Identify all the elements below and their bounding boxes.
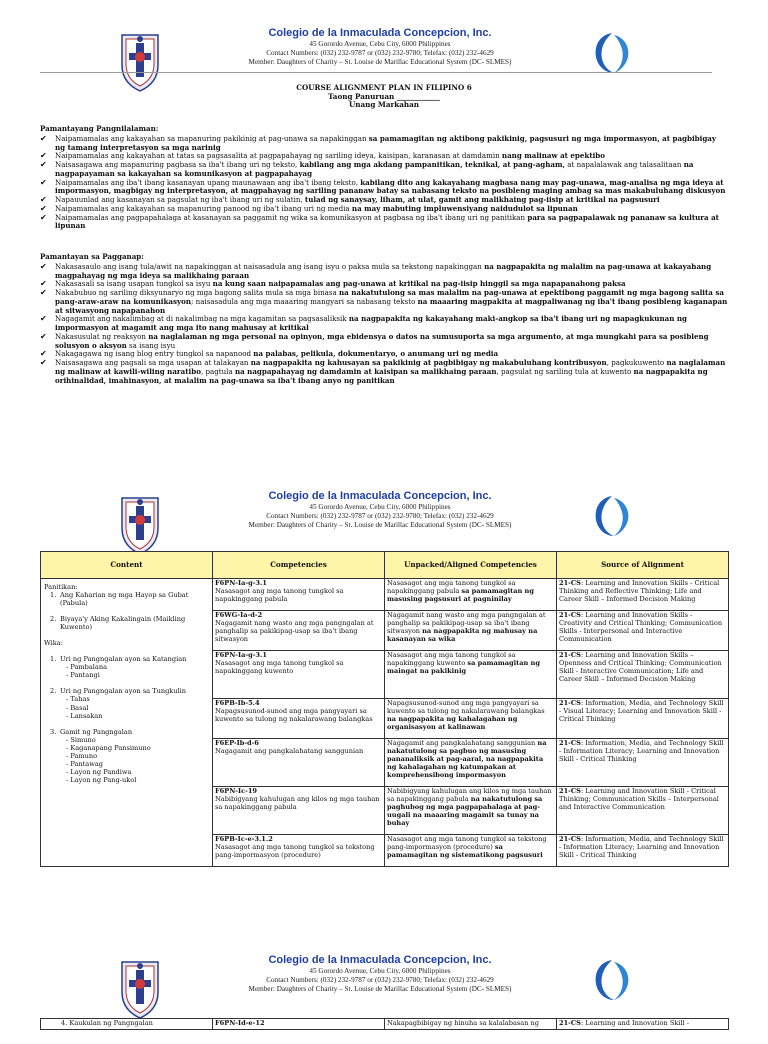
membership: Member: Daughters of Charity – St. Louise de Marillac Educational System (DC- SLMES) xyxy=(248,521,512,529)
checkmark-icon: ✔ xyxy=(40,331,47,341)
daughters-of-charity-logo-icon xyxy=(588,956,636,1002)
source-cell: 21-CS: Information, Media, and Technology Skill - Information Literacy; Learning and Innovation Skill - Critical Thinking xyxy=(557,835,729,867)
content-subitem: - Layon ng Pang-ukol xyxy=(66,775,137,784)
content-standards xyxy=(40,125,728,231)
checkmark-icon: ✔ xyxy=(40,212,47,222)
membership: Member: Daughters of Charity – St. Louise de Marillac Educational System (DC- SLMES) xyxy=(248,58,512,66)
competency-cell: F6WG-Ia-d-2 Nagagamit nang wasto ang mga pangngalan at panghalip sa pakikipag-usap sa iba't ibang sitwasyon xyxy=(213,611,385,651)
column-header-unpacked: Unpacked/Aligned Competencies xyxy=(385,552,557,579)
document-title xyxy=(0,84,768,110)
list-item: ✔ Naipamamalas ang iba't ibang kasanayan upang maunawaan ang iba't ibang teksto, kabilang dito ang kakayahang magbasa nang may pag-unawa, mag-analisa ng mga ideya at impormasyon, magbigay ng interpretasyon, at magpahayag ng sariling pananaw batay sa nabasang teksto na posibleng maging ambag sa mas makabuluhang diskusyon xyxy=(40,177,726,196)
content-item: 1. Uri ng Pangngalan ayon sa Katangian xyxy=(50,655,187,664)
list-item: ✔ Naisasagawa ang mapanuring pagbasa sa iba't ibang uri ng teksto, kabilang ang mga akdang pampanitikan, teknikal, at pang-agham, at napalalawak ang talasalitaan na nagpapayaman sa kakayahan sa komunikasyon at pagpapahayag xyxy=(40,160,694,178)
source-cell: 21-CS: Learning and Innovation Skills - Critical Thinking and Reflective Thinking; Life and Career Skill – Informed Decision Making xyxy=(557,579,729,611)
alignment-table xyxy=(40,551,729,867)
school-name: Colegio de la Inmaculada Concepcion, Inc. xyxy=(268,490,492,502)
section-heading: Pamantayang Pangnilalaman: xyxy=(40,124,159,133)
letterhead xyxy=(0,954,768,1044)
content-subitem: - Tahas xyxy=(66,695,90,704)
source-cell: 21-CS: Learning and Innovation Skills – Openness and Critical Thinking; Communication Skill - Interactive Communication; Life and Career Skill – Informed Decision Making xyxy=(557,651,729,699)
list-item: ✔ Naipamamalas ang kakayahan sa mapanuring panood ng iba't ibang uri ng media na may mabuting impluwensiyang naidudulot sa lipunan xyxy=(40,203,578,213)
checkmark-icon: ✔ xyxy=(40,314,47,324)
content-item: 2. Biyaya'y Aking Kakalingain (Maikling Kuwento) xyxy=(50,615,186,632)
contact-numbers: Contact Numbers: (032) 232-9787 or (032) 232-9780; Telefax: (032) 232-4629 xyxy=(266,49,494,57)
checkmark-icon: ✔ xyxy=(40,349,47,359)
content-subitem: - Simuno xyxy=(66,735,96,744)
source-cell: 21-CS: Learning and Innovation Skill - Critical Thinking; Communication Skills – Interpersonal and Interactive Communication xyxy=(557,787,729,835)
checkmark-icon: ✔ xyxy=(40,177,47,187)
alignment-table-continued xyxy=(40,1018,729,1030)
content-heading: Wika: xyxy=(44,639,63,648)
daughters-of-charity-logo-icon xyxy=(588,492,636,538)
content-cell xyxy=(41,579,213,867)
list-item: ✔ Nakabubuo ng sariling diksyunaryo ng mga bagong salita mula sa mga binasa na nakatutulong sa mas malalim na pag-unawa at epektibong paggamit ng mga bagong salita sa pang-araw-araw na komunikasyon; naisasadula ang mga maaaring mangyari sa nabasang teksto na maaaring magpakita at magpaliwanag ng iba't ibang posibleng kaganapan at sitwasyong napapanahon xyxy=(40,288,728,315)
unpacked-cell: Nagagamit nang wasto ang mga pangngalan at panghalip sa pakikipag-usap sa iba't ibang sitwasyon na nagpapakita ng mahusay na kasanayan sa wika xyxy=(385,611,557,651)
school-name: Colegio de la Inmaculada Concepcion, Inc. xyxy=(268,954,492,966)
checkmark-icon: ✔ xyxy=(40,195,47,204)
competency-cell: F6PN-Ic-19 Nabibigyang kahulugan ang kilos ng mga tauhan sa napakinggang pabula xyxy=(213,787,385,835)
list-item: ✔ Nakagagawa ng isang blog entry tungkol sa napanood na palabas, pelikula, dokumentaryo, o anumang uri ng media xyxy=(40,349,499,359)
checkmark-icon: ✔ xyxy=(40,203,47,213)
source-cell: 21-CS: Information, Media, and Technology Skill - Information Literacy; Learning and Innovation Skill - Critical Thinking xyxy=(557,739,729,787)
checkmark-icon: ✔ xyxy=(40,358,47,367)
school-address: 45 Gorordo Avenue, Cebu City, 6000 Philippines xyxy=(309,967,451,975)
unpacked-cell: Nasasagot ang mga tanong tungkol sa tekstong pang-impormasyon (procedure) sa pamamagitan ng sistematikong pagsusuri xyxy=(385,835,557,867)
content-subitem: - Pamuno xyxy=(66,751,98,760)
content-item: 2. Uri ng Pangngalan ayon sa Tungkulin xyxy=(50,687,186,696)
competency-cell: F6EP-Ib-d-6 Nagagamit ang pangkalahatang sanggunian xyxy=(213,739,385,787)
checkmark-icon: ✔ xyxy=(40,133,47,143)
unpacked-cell: Nasasagot ang mga tanong tungkol sa napakinggang kuwento sa pamamagitan ng maingat na pakikinig xyxy=(385,651,557,699)
school-seal-icon xyxy=(118,494,162,556)
list-item: ✔ Naipamamalas ang kakayahan sa mapanuring pakikinig at pag-unawa sa napakinggan sa pamamagitan ng aktibong pakikinig, pagsusuri ng mga impormasyon, at pagbibigay ng tamang interpretasyon sa mga narinig xyxy=(40,133,716,152)
content-item: 3. Gamit ng Pangngalan xyxy=(50,727,133,736)
unpacked-cell: Nakapagbibigay ng hinuha sa kalalabasan ng xyxy=(385,1019,557,1030)
school-address: 45 Gorordo Avenue, Cebu City, 6000 Philippines xyxy=(309,40,451,48)
checkmark-icon: ✔ xyxy=(40,279,47,289)
list-item: ✔ Nakasusulat ng reaksyon na naglalaman ng mga personal na opinyon, mga ebidensya o datos na sumusuporta sa mga argumento, at mga mungkahi para sa posibleng solusyon o aksyon sa isang isyu xyxy=(40,331,709,350)
title-line-2: Taong Panuruan ____________ xyxy=(328,91,440,101)
performance-standards xyxy=(40,253,728,385)
column-header-competencies: Competencies xyxy=(213,552,385,579)
daughters-of-charity-logo-icon xyxy=(588,29,636,75)
list-item: ✔ Naisasagawa ang pagsali sa mga usapan at talakayan na nagpapakita ng kahusayan sa pakikinig at pagbibigay ng makabuluhang kontribusyon, pagkukuwento na naglalaman ng malinaw at kawili-wiling naratibo, pagtula na nagpapahayag ng damdamin at kaisipan sa malikhaing paraan, pagsulat ng sariling tula at kuwento na nagpapakita ng orihinalidad, imahinasyon, at malalim na pag-unawa sa iba't ibang anyo ng panitikan xyxy=(40,358,726,385)
competency-cell: F6PN-Id-e-12 xyxy=(213,1019,385,1030)
content-subitem: - Pantangi xyxy=(66,671,100,680)
school-seal-icon xyxy=(118,958,162,1020)
checkmark-icon: ✔ xyxy=(40,160,47,169)
title-line-3: Unang Markahan xyxy=(348,100,420,110)
content-subitem: - Pambalana xyxy=(66,663,108,672)
content-subitem: - Pantawag xyxy=(66,759,104,768)
unpacked-cell: Nasasagot ang mga tanong tungkol sa napakinggang pabula sa pamamagitan ng masusing pagsusuri at pagninilay xyxy=(385,579,557,611)
content-heading: Panitikan: xyxy=(44,583,78,591)
list-item: ✔ Naipamamalas ang kakayahan at tatas sa pagsasalita at pagpapahayag ng sariling ideya, kaisipan, karanasan at damdamin nang malinaw at epektibo xyxy=(40,151,605,161)
competency-cell: F6PN-Ia-g-3.1 Nasasagot ang mga tanong tungkol sa napakinggang kuwento xyxy=(213,651,385,699)
checkmark-icon: ✔ xyxy=(40,151,47,161)
table-header-row xyxy=(41,552,729,579)
divider xyxy=(40,72,712,73)
content-item: 1. Ang Kaharian ng mga Hayop sa Gubat (Pabula) xyxy=(50,591,189,608)
checkmark-icon: ✔ xyxy=(40,288,47,297)
competency-cell: F6PB-Ib-5.4 Napagsusunod-sunod ang mga pangyayari sa kuwento sa tulong ng nakalarawang balangkas xyxy=(213,699,385,739)
membership: Member: Daughters of Charity – St. Louise de Marillac Educational System (DC- SLMES) xyxy=(248,985,512,993)
checkmark-icon: ✔ xyxy=(40,261,47,271)
competency-cell: F6PN-Ia-g-3.1 Nasasagot ang mga tanong tungkol sa napakinggang pabula xyxy=(213,579,385,611)
list-item: ✔ Napauunlad ang kasanayan sa pagsulat ng iba't ibang uri ng sulatin, tulad ng sanaysay, liham, at ulat, gamit ang malikhaing pag-iisip at kritikal na pagsusuri xyxy=(40,195,660,204)
contact-numbers: Contact Numbers: (032) 232-9787 or (032) 232-9780; Telefax: (032) 232-4629 xyxy=(266,512,494,520)
content-subitem: - Basal xyxy=(66,703,89,712)
school-address: 45 Gorordo Avenue, Cebu City, 6000 Philippines xyxy=(309,503,451,511)
list-item: ✔ Nakasasali sa isang usapan tungkol sa isyu na kung saan naipapamalas ang pag-unawa at kritikal na pag-iisip hinggil sa mga napapanahong paksa xyxy=(40,279,626,289)
table-row xyxy=(41,1019,729,1030)
section-heading: Pamantayan sa Pagganap: xyxy=(40,252,144,261)
school-name: Colegio de la Inmaculada Concepcion, Inc. xyxy=(268,27,492,39)
content-subitem: - Kaganapang Pansimuno xyxy=(66,743,151,752)
table-row xyxy=(41,579,729,611)
source-cell: 21-CS: Learning and Innovation Skills - Creativity and Critical Thinking; Communication Skills - Interpersonal and Interactive Communication xyxy=(557,611,729,651)
list-item: ✔ Nakasasaulo ang isang tula/awit na napakinggan at naisasadula ang isang isyu o paksa mula sa tekstong napakinggan na nagpapakita ng malalim na pag-unawa at kakayahang magpahayag ng mga ideya sa malikhaing paraan xyxy=(40,261,712,280)
competency-cell: F6PB-Ic-e-3.1.2 Nasasagot ang mga tanong tungkol sa tekstong pang-impormasyon (procedure) xyxy=(213,835,385,867)
content-subitem: - Lansakan xyxy=(66,711,103,720)
source-cell: 21-CS: Information, Media, and Technology Skill - Visual Literacy; Learning and Innovation Skill - Critical Thinking xyxy=(557,699,729,739)
list-item: ✔ Naipamamalas ang pagpapahalaga at kasanayan sa paggamit ng wika sa komunikasyon at pagbasa ng iba't ibang uri ng panitikan para sa pagpapalawak ng pananaw sa kultura at lipunan xyxy=(40,212,719,231)
unpacked-cell: Napagsusunod-sunod ang mga pangyayari sa kuwento sa tulong ng nakalarawang balangkas na nagpapakita ng kahalagahan ng organisasyon at kalinawan xyxy=(385,699,557,739)
contact-numbers: Contact Numbers: (032) 232-9787 or (032) 232-9780; Telefax: (032) 232-4629 xyxy=(266,976,494,984)
source-cell: 21-CS: Learning and Innovation Skill - xyxy=(557,1019,729,1030)
list-item: ✔ Nagagamit ang nakalimbag at di nakalimbag na mga kagamitan sa pagsasaliksik na nagpapakita ng kakayahang maki-angkop sa iba't ibang uri ng mapagkukunan ng impormasyon at magamit ang mga ito nang mahusay at kritikal xyxy=(40,314,687,332)
content-subitem: - Layon ng Pandiwa xyxy=(66,767,132,776)
unpacked-cell: Nagagamit ang pangkalahatang sanggunian na nakatutulong sa pagbuo ng masusing pananaliksik at pag-aaral, na nagpapakita ng kahalagahan ng katumpakan at komprehensibong impormasyon xyxy=(385,739,557,787)
content-cell: 4. Kaukulan ng Pangngalan xyxy=(41,1019,213,1030)
title-line-1: COURSE ALIGNMENT PLAN IN FILIPINO 6 xyxy=(296,83,472,92)
column-header-content: Content xyxy=(41,552,213,579)
column-header-source: Source of Alignment xyxy=(557,552,729,579)
unpacked-cell: Nabibigyang kahulugan ang kilos ng mga tauhan sa napakinggang pabula na nakatutulong sa paghubog ng mga pagpapahalaga at pag-uugali na maaaring magamit sa tunay na buhay xyxy=(385,787,557,835)
